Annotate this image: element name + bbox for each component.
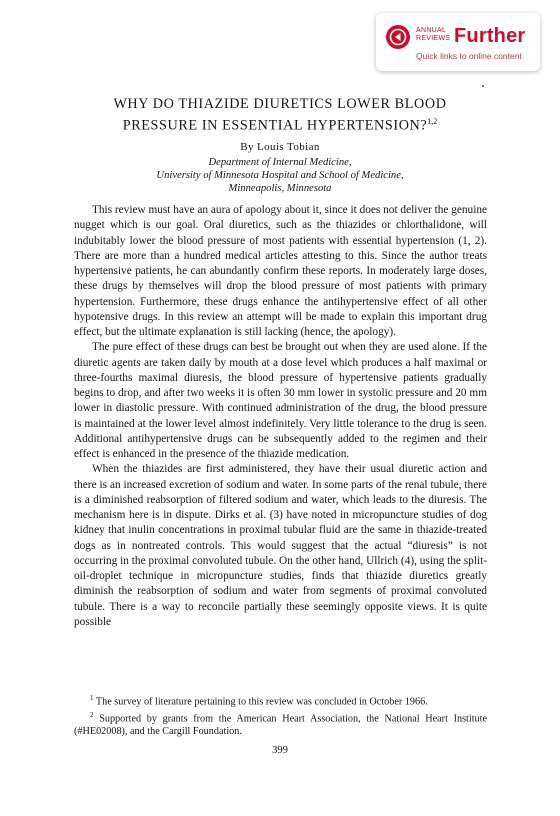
affiliation-department: Department of Internal Medicine, xyxy=(208,157,352,168)
annual-reviews-further-badge[interactable] xyxy=(376,13,540,71)
badge-line-annual: ANNUAL xyxy=(416,27,447,34)
badge-further-label: Further xyxy=(454,25,526,47)
footnote-text: Supported by grants from the American Heart Association, the National Heart Institute (#HE02008), and the Cargill Foundation. xyxy=(74,713,487,738)
badge-subtitle: Quick links to online content xyxy=(416,51,522,61)
title-footnote-marks: 1,2 xyxy=(427,117,438,126)
title-line-1: WHY DO THIAZIDE DIURETICS LOWER BLOOD xyxy=(113,96,447,112)
badge-line-reviews: REVIEWS xyxy=(416,35,451,42)
footnote xyxy=(74,692,487,709)
badge-publisher-name xyxy=(416,27,450,43)
play-arrow-icon xyxy=(386,25,410,49)
footnotes xyxy=(74,692,487,739)
footnote-mark: 1 xyxy=(90,694,94,702)
footnote-mark: 2 xyxy=(90,711,94,720)
body-paragraph: The pure effect of these drugs can best be brought out when they are used alone. If the diuretic agents are taken daily by mouth at a dose level which produces a half maximal or three-fourths maximal diuresis, the blood pressure of hypertensive patients gradually begins to drop, and after two weeks it is often 30 mm lower in systolic pressure and 20 mm lower in diastolic pressure. With continued administration of the drug, the blood pressure is maintained at the lower level almost indefinitely. Very little tolerance to the drug is seen. Additional antihypertensive drugs can be subsequently added to the regimen and their effect is enhanced in the presence of the thiazide medication. xyxy=(74,341,487,460)
author-affiliation xyxy=(60,156,500,195)
title-line-2: PRESSURE IN ESSENTIAL HYPERTENSION? xyxy=(122,117,428,134)
footnote-text: The survey of literature pertaining to this review was concluded in October 1966. xyxy=(95,696,428,708)
affiliation-city: Minneapolis, Minnesota xyxy=(228,183,332,194)
print-speck xyxy=(482,85,484,87)
article-title xyxy=(60,96,500,135)
footnote xyxy=(74,709,487,739)
body-paragraph: This review must have an aura of apology about it, since it does not deliver the genuine nugget which is our goal. Oral diuretics, such as the thiazides or chlorthalidone, will indubitably lower the blood pressure of most patients with essential hypertension (1, 2). There are more than a hundred medical articles attesting to this. Since the author treats hypertensive patients, he can abundantly confirm these reports. In moderately large doses, these drugs by themselves will drop the blood pressure of most patients with primary hypertension. Furthermore, these drugs enhance the antihypertensive effect of all other hypotensive drugs. In this review an attempt will be made to explain this important drug effect, but the ultimate explanation is still lacking (hence, the apology). xyxy=(74,204,487,338)
affiliation-institution: University of Minnesota Hospital and School of Medicine, xyxy=(156,170,404,181)
page-number: 399 xyxy=(272,745,288,756)
article-body xyxy=(74,203,487,630)
author-byline: By Louis Tobian xyxy=(240,141,320,153)
body-paragraph: When the thiazides are first administered, they have their usual diuretic action and there is an increased excretion of sodium and water. In some parts of the renal tubule, there is a diminished reabsorption of filtered sodium and water, which leads to the diuresis. The mechanism here is in dispute. Dirks et al. (3) have noted in micropuncture studies of dog kidney that inulin concentrations in proximal tubular fluid are the same in thiazide-treated dogs as in nontreated controls. This would suggest that the actual “diuresis” is not occurring in the proximal convoluted tubule. On the other hand, Ullrich (4), using the split-oil-droplet technique in micropuncture studies, finds that thiazide diuretics greatly diminish the reabsorption of sodium and water from segments of proximal convoluted tubule. There is a way to reconcile partially these seemingly opposite views. It is quite possible xyxy=(74,463,487,628)
